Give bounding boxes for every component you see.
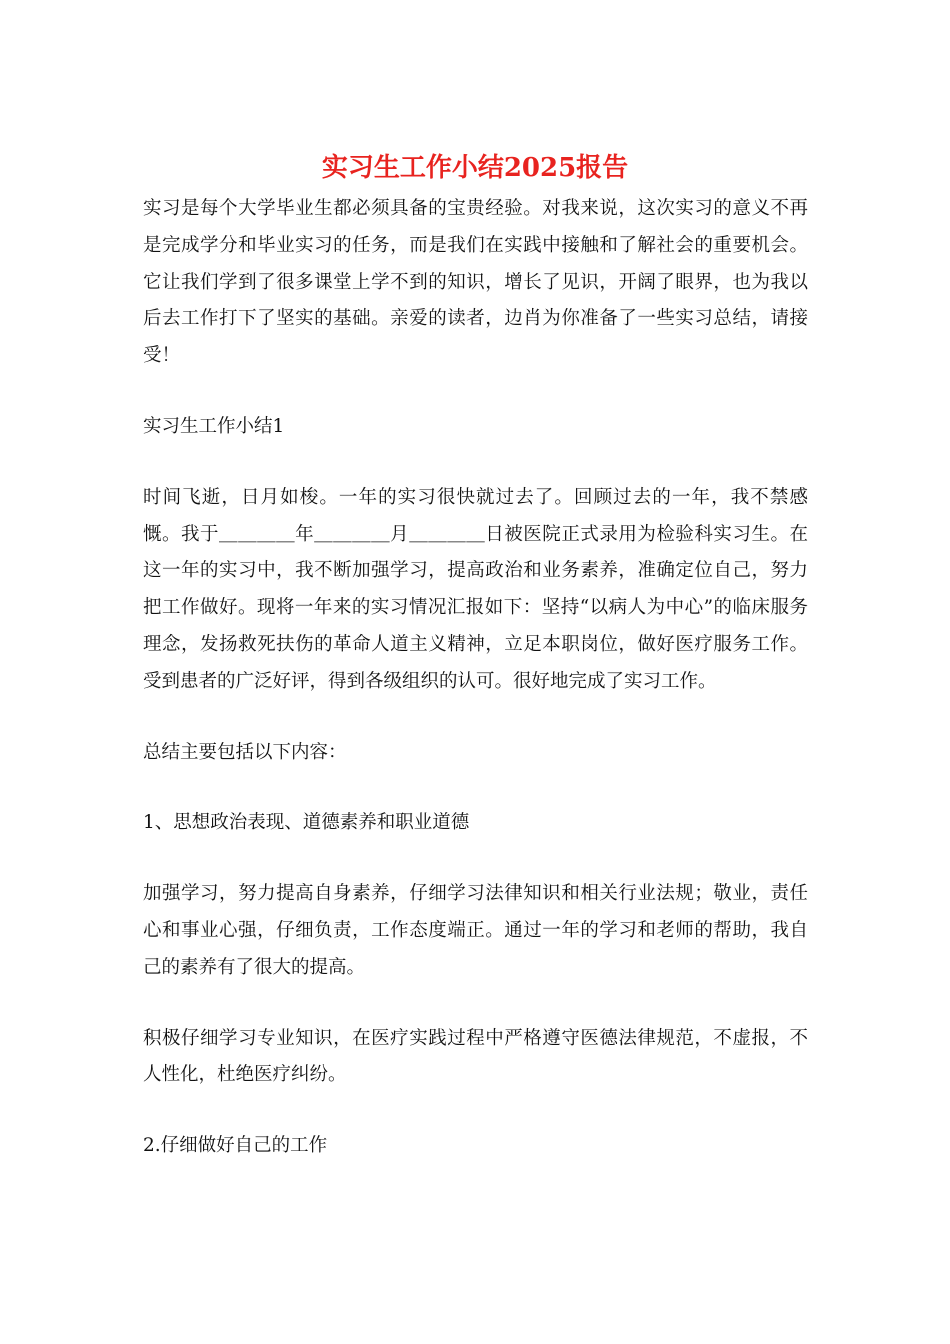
subheading: 2.仔细做好自己的工作 <box>143 1135 328 1157</box>
body-paragraph: 时间飞逝，日月如梭。一年的实习很快就过去了。回顾过去的一年，我不禁感慨。我于＿＿＿＿年＿＿＿＿月＿＿＿＿日被医院正式录用为检验科实习生。在这一年的实习中，我不断加强学习，提高政治和业务素养，准确定位自己，努力把工作做好。现将一年来的实习情况汇报如下：坚持“以病人为中心”的临床服务理念，发扬救死扶伤的革命人道主义精神，立足本职岗位，做好医疗服务工作。受到患者的广泛好评，得到各级组织的认可。很好地完成了实习工作。 <box>143 486 808 692</box>
body-paragraph: 加强学习，努力提高自身素养，仔细学习法律知识和相关行业法规；敬业，责任心和事业心强，仔细负责，工作态度端正。通过一年的学习和老师的帮助，我自己的素养有了很大的提高。 <box>143 883 808 978</box>
section-heading: 实习生工作小结1 <box>143 415 285 437</box>
subheading: 1、思想政治表现、道德素养和职业道德 <box>143 812 470 834</box>
summary-intro: 总结主要包括以下内容： <box>143 741 347 763</box>
intro-paragraph: 实习是每个大学毕业生都必须具备的宝贵经验。对我来说，这次实习的意义不再是完成学分和毕业实习的任务，而是我们在实践中接触和了解社会的重要机会。它让我们学到了很多课堂上学不到的知识，增长了见识，开阔了眼界，也为我以后去工作打下了坚实的基础。亲爱的读者，边肖为你准备了一些实习总结，请接受！ <box>143 198 808 367</box>
body-paragraph: 积极仔细学习专业知识，在医疗实践过程中严格遵守医德法律规范，不虚报，不人性化，杜绝医疗纠纷。 <box>143 1027 808 1086</box>
document-title: 实习生工作小结2025报告 <box>321 153 629 183</box>
document-body <box>143 191 808 1165</box>
